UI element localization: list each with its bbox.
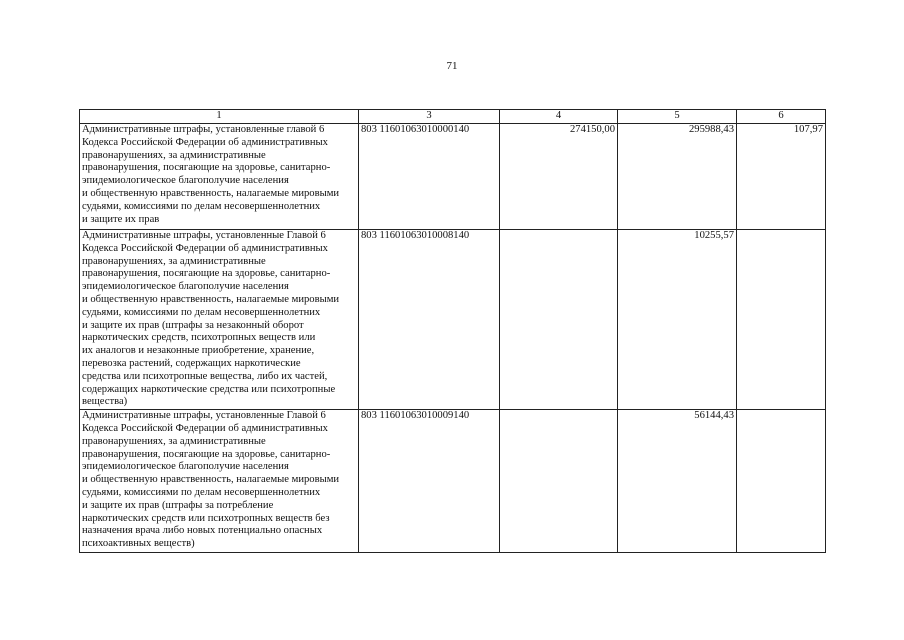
table-row — [80, 410, 826, 553]
header-col-4: 4 — [500, 110, 618, 124]
row-col6-value — [737, 230, 826, 410]
row-description: Административные штрафы, установленные Главой 6 Кодекса Российской Федерации об административных правонарушениях, за административные правонарушения, посягающие на здоровье, санитарно- эпидемиологическое благополучие населения и общественную нравственность, налагаемые мировыми судьями, комиссиями по делам несовершеннолетних и защите их прав (штрафы за незаконный оборот наркотических средств, психотропных веществ или их аналогов и незаконные приобретение, хранение, перевозка растений, содержащих наркотические средства или психотропные вещества, либо их частей, содержащих наркотические средства или психотропные вещества) — [80, 230, 359, 410]
row-code: 803 11601063010000140 — [359, 124, 500, 230]
header-col-5: 5 — [618, 110, 737, 124]
budget-table — [79, 109, 826, 553]
row-col6-value — [737, 410, 826, 553]
row-col5-value: 10255,57 — [618, 230, 737, 410]
table-row — [80, 230, 826, 410]
row-col4-value: 274150,00 — [500, 124, 618, 230]
table-header-row — [80, 110, 826, 124]
table-row — [80, 124, 826, 230]
row-col6-value: 107,97 — [737, 124, 826, 230]
page-number: 71 — [446, 60, 458, 72]
row-code: 803 11601063010009140 — [359, 410, 500, 553]
header-col-3: 3 — [359, 110, 500, 124]
row-col5-value: 295988,43 — [618, 124, 737, 230]
row-col5-value: 56144,43 — [618, 410, 737, 553]
row-description: Административные штрафы, установленные Главой 6 Кодекса Российской Федерации об административных правонарушениях, за административные правонарушения, посягающие на здоровье, санитарно- эпидемиологическое благополучие населения и общественную нравственность, налагаемые мировыми судьями, комиссиями по делам несовершеннолетних и защите их прав (штрафы за потребление наркотических средств или психотропных веществ без назначения врача либо новых потенциально опасных психоактивных веществ) — [80, 410, 359, 553]
row-description: Административные штрафы, установленные главой 6 Кодекса Российской Федерации об административных правонарушениях, за административные правонарушения, посягающие на здоровье, санитарно- эпидемиологическое благополучие населения и общественную нравственность, налагаемые мировыми судьями, комиссиями по делам несовершеннолетних и защите их прав — [80, 124, 359, 230]
header-col-1: 1 — [80, 110, 359, 124]
row-code: 803 11601063010008140 — [359, 230, 500, 410]
row-col4-value — [500, 410, 618, 553]
row-col4-value — [500, 230, 618, 410]
header-col-6: 6 — [737, 110, 826, 124]
